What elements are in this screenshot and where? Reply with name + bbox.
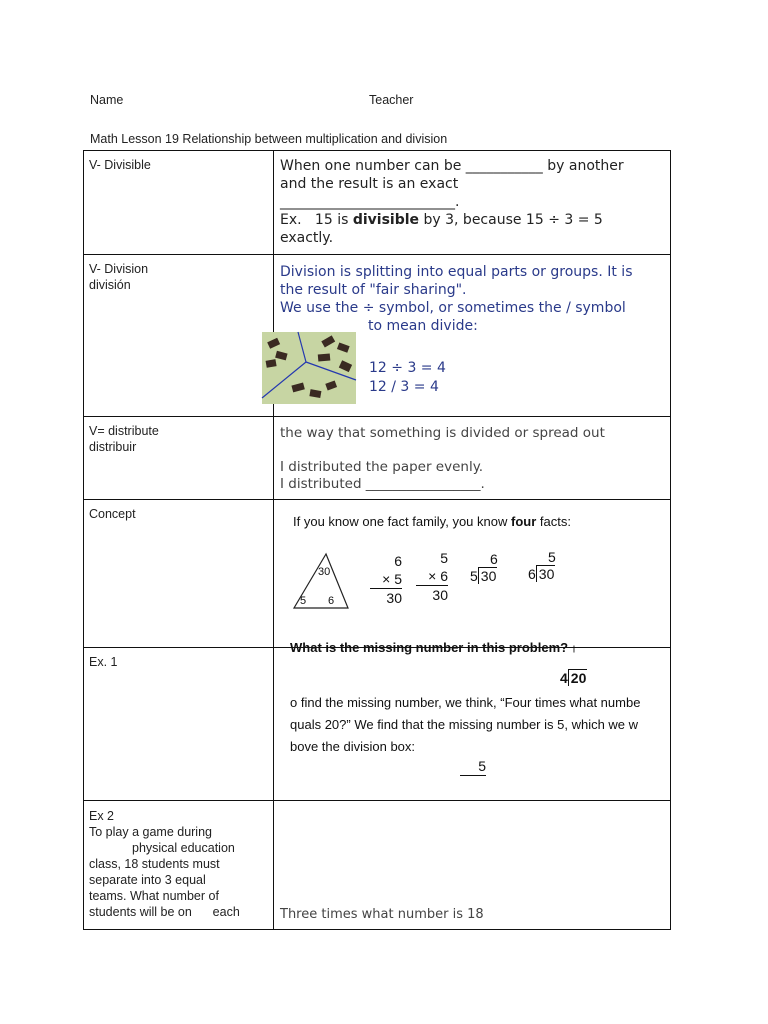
term-cell (84, 255, 274, 417)
distribute-example: I distributed the paper evenly. I distributed _________________. (280, 459, 485, 492)
term-cell (84, 151, 274, 255)
divisible-example: Ex. 15 is divisible by 3, because 15 ÷ 3 = 5 (280, 212, 603, 228)
division-definition: Division is splitting into equal parts or groups. It is the result of "fair sharing". We use the ÷ symbol, or sometimes the / symbol to mean divide: (280, 264, 633, 334)
fact-division-1: 6 5 30 (470, 551, 498, 584)
ex2-cell (274, 801, 671, 930)
ex1-division-box: 4 20 (560, 670, 587, 686)
term-division: V- Division (89, 262, 149, 276)
fact-multiplication-1: 6 × 5 30 (370, 552, 402, 607)
triangle-top: 30 (318, 566, 331, 578)
fact-division-2: 5 6 30 (528, 549, 556, 582)
fact-triangle (288, 548, 368, 614)
name-label: Name (90, 93, 124, 107)
ex1-question: What is the missing number in this problem? (290, 640, 569, 655)
ex1-answer: 5 (460, 758, 486, 782)
term-distribute-es: distribuir (89, 440, 137, 454)
row-ex1 (84, 648, 671, 801)
row-ex2 (84, 801, 671, 930)
fact-multiplication-2: 5 × 6 30 (416, 549, 448, 604)
triangle-right: 6 (328, 595, 335, 607)
concept-heading: If you know one fact family, you know four facts: (293, 514, 571, 529)
concept-cell (274, 500, 671, 648)
triangle-left: 5 (300, 595, 307, 607)
row-division (84, 255, 671, 417)
divisible-definition: When one number can be ___________ by another and the result is an exact _________________________. Ex. 15 is divisible by 3, because 15 ÷ 3 = 5 exactly. (280, 157, 664, 247)
division-equations: 12 ÷ 3 = 4 12 / 3 = 4 (369, 360, 446, 395)
term-divisible: V- Divisible (89, 158, 151, 172)
term-cell (84, 500, 274, 648)
ex2-problem: Ex 2 To play a game during physical education class, 18 students must separate into 3 equal teams. What number of students will be on each (89, 809, 240, 919)
ex2-answer-hint: Three times what number is 18 (280, 907, 484, 922)
definition-cell (274, 417, 671, 500)
distribute-definition: the way that something is divided or spread out (280, 425, 605, 441)
ex1-explanation: o find the missing number, we think, “Four times what numbe quals 20?” We find that the missing number is 5, which we w bove the division box: (290, 695, 641, 754)
term-cell (84, 801, 274, 930)
ex1-cell: What is the missing number in this problem? | 4 20 o find the missing number, we think, “Four times what numbe quals 20?” We find that the missing number is 5, which we w bove the division box: 5 (274, 648, 671, 801)
row-concept (84, 500, 671, 648)
lesson-table (83, 150, 671, 930)
lesson-title: Math Lesson 19 Relationship between multiplication and division (90, 132, 448, 146)
term-division-es: división (89, 278, 131, 292)
term-distribute: V= distribute (89, 424, 159, 438)
term-ex1: Ex. 1 (89, 655, 118, 669)
term-cell (84, 417, 274, 500)
row-divisible (84, 151, 671, 255)
term-concept: Concept (89, 507, 136, 521)
term-cell (84, 648, 274, 801)
teacher-label: Teacher (369, 93, 414, 107)
row-distribute (84, 417, 671, 500)
chocolate-pieces-split-into-three-groups-image (262, 332, 356, 404)
definition-cell (274, 151, 671, 255)
